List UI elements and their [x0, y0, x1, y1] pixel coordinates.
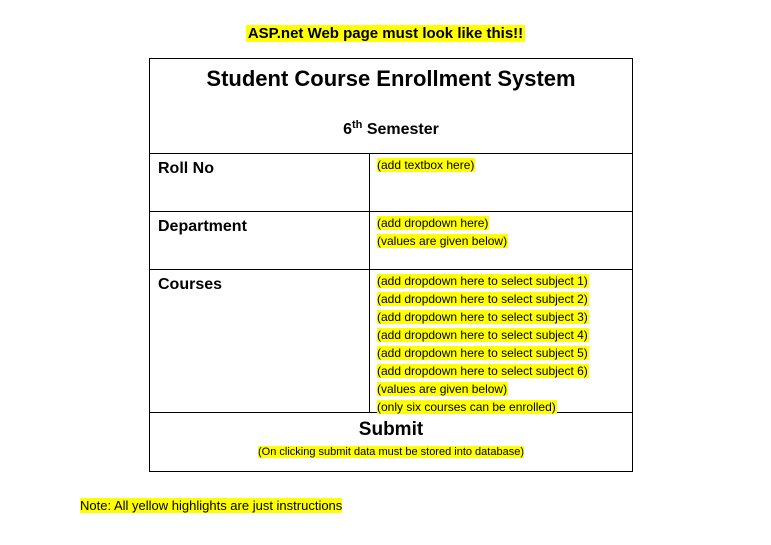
- semester-number: 6: [343, 121, 352, 138]
- course-instruction: (add dropdown here to select subject 5): [377, 346, 588, 360]
- form-title-row: [150, 59, 632, 154]
- courses-label: Courses: [150, 270, 370, 412]
- department-label: Department: [150, 212, 370, 269]
- submit-note-text: (On clicking submit data must be stored into database): [258, 446, 524, 458]
- form-title: Student Course Enrollment System: [206, 66, 576, 91]
- submit-row: [150, 413, 632, 471]
- footer-note: [80, 497, 342, 515]
- courses-row: [150, 270, 632, 413]
- course-instruction: (add dropdown here to select subject 3): [377, 310, 588, 324]
- semester-suffix: th: [352, 119, 363, 131]
- course-instruction: (add dropdown here to select subject 2): [377, 292, 588, 306]
- page-heading-text: ASP.net Web page must look like this!!: [247, 25, 524, 42]
- department-row: [150, 212, 632, 270]
- rollno-instruction: (add textbox here): [377, 158, 475, 172]
- course-instruction: (only six courses can be enrolled): [377, 400, 556, 414]
- enrollment-form-table: [149, 58, 633, 472]
- submit-note: [150, 444, 632, 460]
- department-instruction: (values are given below): [377, 234, 508, 248]
- course-instruction: (add dropdown here to select subject 6): [377, 364, 588, 378]
- submit-button[interactable]: Submit: [358, 419, 424, 440]
- course-instruction: (add dropdown here to select subject 4): [377, 328, 588, 342]
- footer-note-text: Note: All yellow highlights are just instructions: [80, 498, 343, 513]
- department-dropdown-placeholder[interactable]: [370, 212, 632, 269]
- semester-label: [150, 119, 632, 141]
- course-instruction: (values are given below): [377, 382, 508, 396]
- rollno-row: [150, 154, 632, 212]
- department-instruction: (add dropdown here): [377, 216, 489, 230]
- course-instruction: (add dropdown here to select subject 1): [377, 274, 588, 288]
- courses-dropdowns-placeholder[interactable]: [370, 270, 632, 412]
- rollno-label: Roll No: [150, 154, 370, 211]
- semester-word: Semester: [362, 121, 439, 138]
- rollno-textbox-placeholder[interactable]: [370, 154, 632, 211]
- page-heading: [0, 24, 771, 44]
